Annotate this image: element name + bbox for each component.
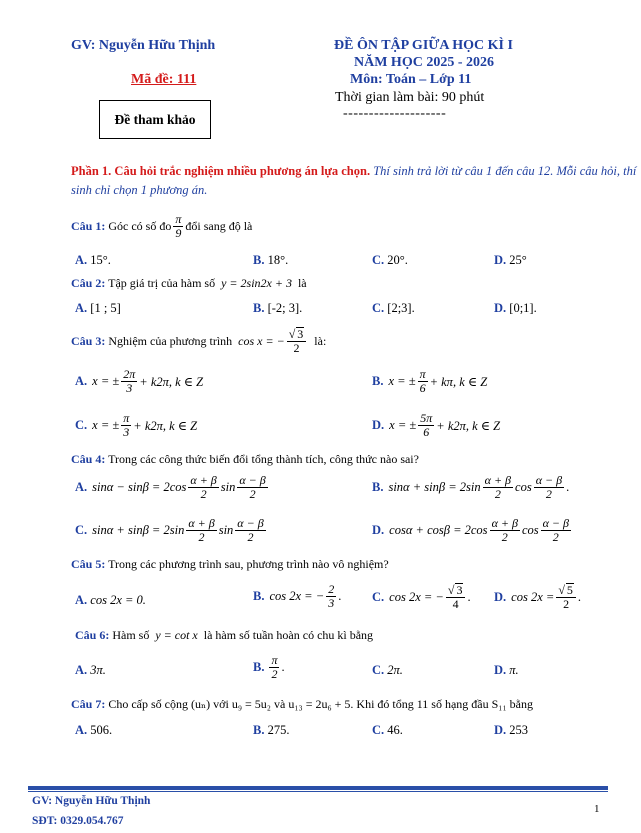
q2-label: Câu 2: bbox=[71, 276, 106, 290]
question-2 bbox=[71, 276, 307, 291]
q3-option-a[interactable]: A. x = ± $\frac{2\pi}{3}$ + k2π, k ∈ Z bbox=[75, 367, 204, 395]
q7-option-d[interactable]: D. 253 bbox=[494, 723, 529, 737]
q3-fraction: $\frac{√ 3}{2}$ bbox=[287, 327, 307, 355]
q5-option-b[interactable]: B. cos 2x = − $\frac{2}{3}$ . bbox=[253, 582, 342, 610]
q1-fraction: $\frac{\pi}{9}$ bbox=[175, 212, 182, 240]
question-3 bbox=[71, 327, 326, 355]
q6-option-a[interactable]: A. 3π. bbox=[75, 663, 106, 677]
q5-option-a[interactable]: A. cos 2x = 0. bbox=[75, 593, 146, 607]
q2-option-a[interactable]: A. [1 ; 5] bbox=[75, 301, 121, 315]
footer-teacher: GV: Nguyễn Hữu Thịnh bbox=[32, 795, 151, 807]
question-4 bbox=[71, 452, 419, 467]
part1-heading: Phần 1. Câu hỏi trắc nghiệm nhiều phương án lựa chọn. bbox=[71, 164, 371, 178]
q4-option-b[interactable]: B. sinα + sinβ = 2sin $\frac{\alpha + \beta}{2}$ cos $\frac{\alpha - \beta}{2}$ . bbox=[372, 473, 570, 501]
q1-option-b[interactable]: B. 18°. bbox=[253, 253, 289, 267]
footer-divider bbox=[28, 786, 608, 790]
q3-option-d[interactable]: D. x = ± $\frac{5\pi}{6}$ + k2π, k ∈ Z bbox=[372, 411, 501, 439]
q1-text-a: Góc có số đo bbox=[108, 219, 172, 233]
q2-option-b[interactable]: B. [-2; 3]. bbox=[253, 301, 303, 315]
q6-label: Câu 6: bbox=[75, 628, 110, 642]
q6-text: Hàm số bbox=[112, 628, 150, 642]
q6-option-b[interactable]: B. $\frac{\pi}{2}$ . bbox=[253, 653, 285, 681]
q4-label: Câu 4: bbox=[71, 452, 106, 466]
school-year: NĂM HỌC 2025 - 2026 bbox=[354, 55, 494, 70]
q3-option-b[interactable]: B. x = ± $\frac{\pi}{6}$ + kπ, k ∈ Z bbox=[372, 367, 488, 395]
question-6 bbox=[75, 628, 373, 643]
q7-text: Cho cấp số cộng (uₙ) với u₉ = 5u₂ và u₁₃ = 2u₆ + 5. Khi đó tổng 11 số hạng đầu S₁₁ bằng bbox=[108, 697, 533, 711]
q3-label: Câu 3: bbox=[71, 333, 106, 348]
q2-expression: y = 2sin2x + 3 bbox=[221, 276, 292, 290]
q4-option-a[interactable]: A. sinα − sinβ = 2cos $\frac{\alpha + \beta}{2}$ sin $\frac{\alpha - \beta}{2}$ bbox=[75, 473, 266, 501]
time-limit: Thời gian làm bài: 90 phút bbox=[335, 90, 485, 105]
q2-text-b: là bbox=[297, 276, 307, 290]
part1-instructions bbox=[71, 162, 639, 200]
question-7 bbox=[71, 697, 533, 712]
part1-instruction: Thí sinh trả lời từ câu 1 đến câu 12. Mỗi câu hỏi, thí sinh chỉ chọn 1 phương án. bbox=[71, 164, 637, 197]
reference-box: Đề tham khảo bbox=[99, 100, 211, 139]
subject: Môn: Toán – Lớp 11 bbox=[350, 72, 472, 87]
q7-option-c[interactable]: C. 46. bbox=[372, 723, 403, 737]
q2-text: Tập giá trị của hàm số bbox=[108, 276, 216, 290]
q1-option-c[interactable]: C. 20°. bbox=[372, 253, 408, 267]
q4-option-c[interactable]: C. sinα + sinβ = 2sin $\frac{\alpha + \beta}{2}$ sin $\frac{\alpha - \beta}{2}$ bbox=[75, 516, 264, 544]
q6-expression: y = cot x bbox=[155, 628, 198, 642]
q1-option-d[interactable]: D. 25° bbox=[494, 253, 527, 267]
q4-option-d[interactable]: D. cosα + cosβ = 2cos $\frac{\alpha + \beta}{2}$ cos $\frac{\alpha - \beta}{2}$ bbox=[372, 516, 569, 544]
q5-label: Câu 5: bbox=[71, 557, 106, 571]
exam-title: ĐỀ ÔN TẬP GIỮA HỌC KÌ I bbox=[334, 38, 513, 53]
header-divider: -------------------- bbox=[343, 106, 447, 121]
teacher-name: GV: Nguyễn Hữu Thịnh bbox=[71, 38, 216, 53]
question-1 bbox=[71, 213, 252, 240]
footer-phone: SĐT: 0329.054.767 bbox=[32, 815, 124, 827]
q4-text: Trong các công thức biến đổi tổng thành tích, công thức nào sai? bbox=[108, 452, 419, 466]
q2-option-d[interactable]: D. [0;1]. bbox=[494, 301, 537, 315]
q2-option-c[interactable]: C. [2;3]. bbox=[372, 301, 415, 315]
footer-divider-thin bbox=[28, 791, 608, 792]
q6-option-c[interactable]: C. 2π. bbox=[372, 663, 403, 677]
q1-label: Câu 1: bbox=[71, 219, 106, 233]
q1-text-b: đổi sang độ là bbox=[185, 219, 253, 233]
q7-label: Câu 7: bbox=[71, 697, 106, 711]
q3-expression: cos x = − bbox=[238, 333, 285, 348]
exam-code: Mã đề: 111 bbox=[131, 72, 197, 87]
q1-option-a[interactable]: A. 15°. bbox=[75, 253, 111, 267]
q7-option-a[interactable]: A. 506. bbox=[75, 723, 113, 737]
q3-option-c[interactable]: C. x = ± $\frac{\pi}{3}$ + k2π, k ∈ Z bbox=[75, 411, 198, 439]
q3-text-b: là: bbox=[314, 333, 327, 348]
q5-text: Trong các phương trình sau, phương trình nào vô nghiệm? bbox=[108, 557, 389, 571]
q5-option-c[interactable]: C. cos 2x = − $\frac{√ 3}{4}$ . bbox=[372, 583, 471, 611]
q5-option-d[interactable]: D. cos 2x = $\frac{√ 5}{2}$ . bbox=[494, 583, 582, 611]
q7-option-b[interactable]: B. 275. bbox=[253, 723, 290, 737]
page-number: 1 bbox=[594, 803, 600, 815]
question-5 bbox=[71, 557, 389, 572]
q6-option-d[interactable]: D. π. bbox=[494, 663, 519, 677]
q3-text: Nghiệm của phương trình bbox=[108, 333, 233, 348]
q6-text-b: là hàm số tuần hoàn có chu kì bằng bbox=[203, 628, 374, 642]
